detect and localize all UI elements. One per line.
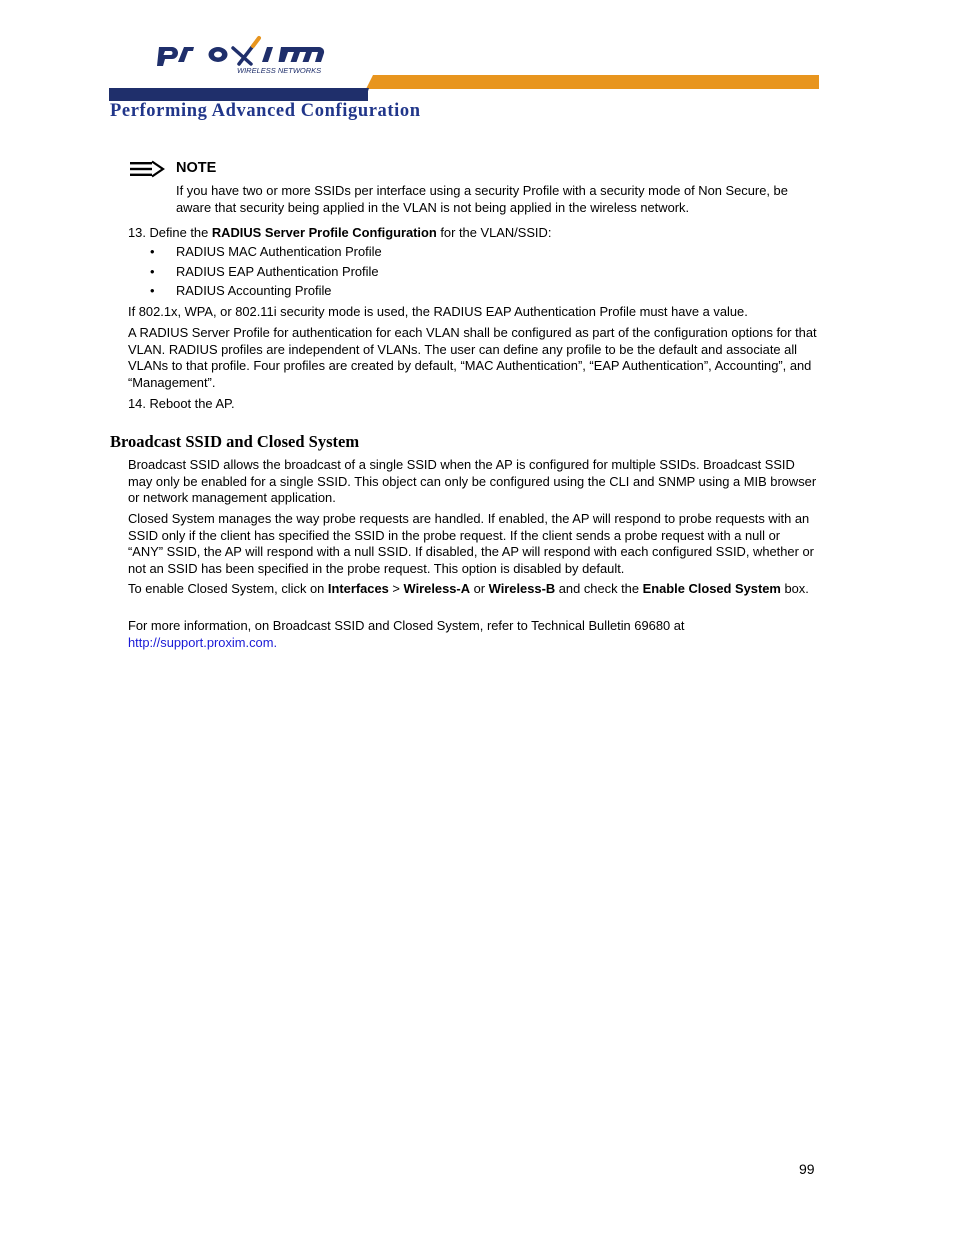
step-13-prefix: 13. Define the <box>128 225 212 240</box>
text-run: . <box>273 634 278 650</box>
support-link[interactable]: http://support.proxim.com <box>128 634 274 650</box>
text-run: or <box>470 581 489 596</box>
paragraph-closed-system: Closed System manages the way probe requests are handled. If enabled, the AP will respond to probe requests with an SSID only if the client has specified the SSID in the probe request. If the client sends a probe request with a null or “ANY” SSID, the AP will respond with a null SSID. If disabled, the AP will respond with each configured SSID, whether or not an SSID has been specified in the probe request. This option is disabled by default. <box>128 511 814 576</box>
chapter-title: Performing Advanced Configuration <box>110 101 421 121</box>
text-run: and check the <box>555 581 643 596</box>
enable-closed-system-ref: Enable Closed System <box>642 581 781 596</box>
step-14: 14. Reboot the AP. <box>128 396 235 411</box>
note-text: If you have two or more SSIDs per interface using a security Profile with a security mode of Non Secure, be aware that security being applied in the VLAN is not being applied in the wireless network. <box>176 183 788 215</box>
list-item: RADIUS MAC Authentication Profile <box>176 244 382 259</box>
text-run: To enable Closed System, click on <box>128 581 328 596</box>
step-13-bold: RADIUS Server Profile Configuration <box>211 225 437 240</box>
bullet-marker: • <box>150 264 155 279</box>
bullet-marker: • <box>150 283 155 298</box>
header-band-blue <box>109 88 368 101</box>
wireless-b-ref: Wireless-B <box>488 581 556 596</box>
section-heading: Broadcast SSID and Closed System <box>110 432 360 451</box>
list-item: RADIUS Accounting Profile <box>176 283 332 298</box>
step-13-suffix: for the VLAN/SSID: <box>436 225 552 240</box>
paragraph-8021x: If 802.1x, WPA, or 802.11i security mode is used, the RADIUS EAP Authentication Profile must have a value. <box>128 304 748 319</box>
page-number: 99 <box>799 1161 815 1177</box>
step-13 <box>128 225 818 242</box>
svg-text:WIRELESS NETWORKS: WIRELESS NETWORKS <box>237 66 322 75</box>
text-run: For more information, on Broadcast SSID and Closed System, refer to Technical Bulletin 69680 at <box>128 618 685 633</box>
paragraph-more-info <box>128 618 818 651</box>
wireless-a-ref: Wireless-A <box>403 581 471 596</box>
paragraph-broadcast-ssid: Broadcast SSID allows the broadcast of a single SSID when the AP is configured for multiple SSIDs. Broadcast SSID may only be enabled for a single SSID. This object can only be configured using the CLI and SNMP using a MIB browser or network management application. <box>128 457 817 505</box>
paragraph-radius-profile: A RADIUS Server Profile for authentication for each VLAN shall be configured as part of the configuration options for that VLAN. RADIUS profiles are independent of VLANs. The user can define any profile to be the default and associate all VLANs to that profile. Four profiles are created by default, “MAC Authentication”, “EAP Authentication”, Accounting”, and “Management”. <box>128 325 817 390</box>
text-run: box. <box>780 581 809 596</box>
note-arrow-icon <box>129 160 165 178</box>
note-label: NOTE <box>176 160 217 176</box>
paragraph-enable-closed-system <box>128 581 818 598</box>
bullet-marker: • <box>150 244 155 259</box>
header-band-orange <box>373 75 819 89</box>
proxim-logo <box>155 34 330 76</box>
interfaces-menu-ref: Interfaces <box>327 581 389 596</box>
text-run: > <box>388 581 404 596</box>
list-item: RADIUS EAP Authentication Profile <box>176 264 379 279</box>
